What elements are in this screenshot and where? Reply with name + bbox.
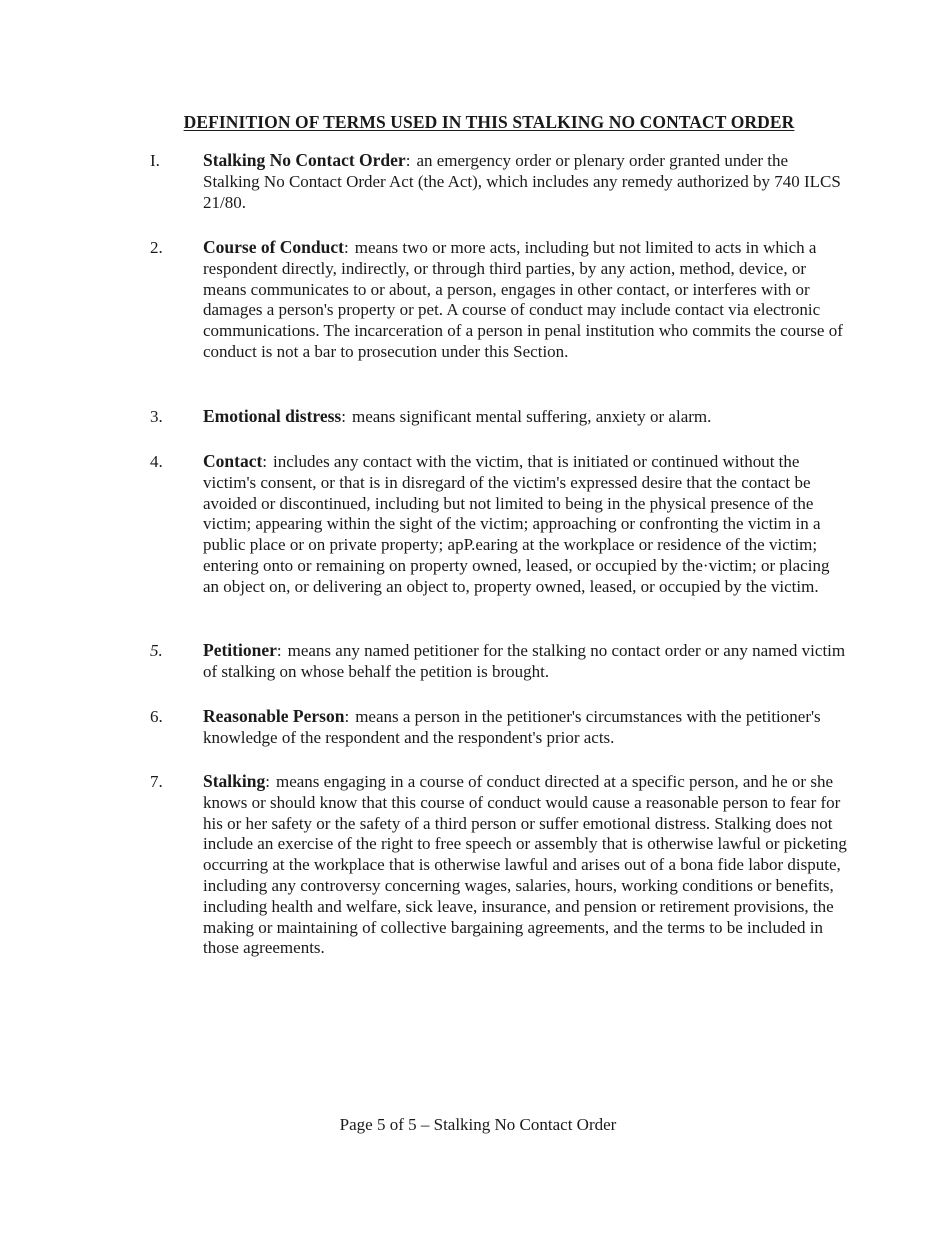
definition-term: Emotional distress xyxy=(203,406,342,426)
definition-text: an emergency order or plenary order granted under the Stalking No Contact Order Act (the Act), which includes any remedy authorized by 740 ILCS 21/80. xyxy=(203,151,841,212)
definition-term: Stalking xyxy=(203,771,266,791)
definition-text: means a person in the petitioner's circumstances with the petitioner's knowledge of the respondent and the respondent's prior acts. xyxy=(203,707,821,747)
definition-number: 3. xyxy=(150,407,163,426)
definition-colon: : xyxy=(343,238,349,257)
definition-number: I. xyxy=(150,151,160,170)
definition-term: Course of Conduct xyxy=(203,237,344,257)
definition-body xyxy=(203,640,848,683)
definition-term: Petitioner xyxy=(203,640,277,660)
definition-body xyxy=(203,451,848,598)
definition-body xyxy=(203,237,848,363)
definition-text: means significant mental suffering, anxiety or alarm. xyxy=(351,407,712,426)
definition-colon: : xyxy=(276,641,282,660)
page-footer: Page 5 of 5 – Stalking No Contact Order xyxy=(339,1115,617,1134)
document-title: DEFINITION OF TERMS USED IN THIS STALKING NO CONTACT ORDER xyxy=(183,112,795,132)
definition-number: 2. xyxy=(150,238,163,257)
definition-colon: : xyxy=(341,407,346,426)
definition-body xyxy=(203,150,848,213)
definition-term: Contact xyxy=(203,451,263,471)
definition-body xyxy=(203,706,848,749)
definition-number: 6. xyxy=(150,707,163,726)
definition-text: includes any contact with the victim, that is initiated or continued without the victim's consent, or that is in disregard of the victim's expressed desire that the contact be avoided or discontinued, including but not limited to being in the physical presence of the victim; appearing within the sight of the victim; approaching or confronting the victim in a public place or on private property; apP.earing at the workplace or residence of the victim; entering onto or remaining on property owned, leased, or occupied by the·victim; or placing an object on, or delivering an object to, property owned, leased, or occupied by the victim. xyxy=(203,452,830,596)
definition-number: 5. xyxy=(150,641,163,660)
definition-term: Reasonable Person xyxy=(203,706,345,726)
definition-body xyxy=(203,771,848,959)
definition-text: means two or more acts, including but not limited to acts in which a respondent directly, indirectly, or through third parties, by any action, method, device, or means communicates to or about, a person, engages in other contact, or interferes with or damages a person's property or pet. A course of conduct may include contact via electronic communications. The incarceration of a person in penal institution who commits the course of conduct is not a bar to prosecution under this Section. xyxy=(203,238,843,361)
definition-text: means engaging in a course of conduct directed at a specific person, and he or she knows or should know that this course of conduct would cause a reasonable person to fear for his or her safety or the safety of a third person or suffer emotional distress. Stalking does not include an exercise of the right to free speech or assembly that is otherwise lawful or picketing occurring at the workplace that is otherwise lawful and arises out of a bona fide labor dispute, including any controversy concerning wages, salaries, hours, working conditions or benefits, including health and welfare, sick leave, insurance, and pension or retirement provisions, the making or maintaining of collective bargaining agreements, and the terms to be included in those agreements. xyxy=(203,772,847,958)
definition-colon: : xyxy=(262,452,268,471)
definition-colon: : xyxy=(405,151,411,170)
definition-colon: : xyxy=(265,772,270,791)
definition-colon: : xyxy=(344,707,350,726)
definition-term: Stalking No Contact Order xyxy=(203,150,406,170)
definition-number: 4. xyxy=(150,452,163,471)
definition-body xyxy=(203,406,848,428)
definition-text: means any named petitioner for the stalking no contact order or any named victim of stalking on whose behalf the petition is brought. xyxy=(203,641,846,681)
definition-number: 7. xyxy=(150,772,163,791)
